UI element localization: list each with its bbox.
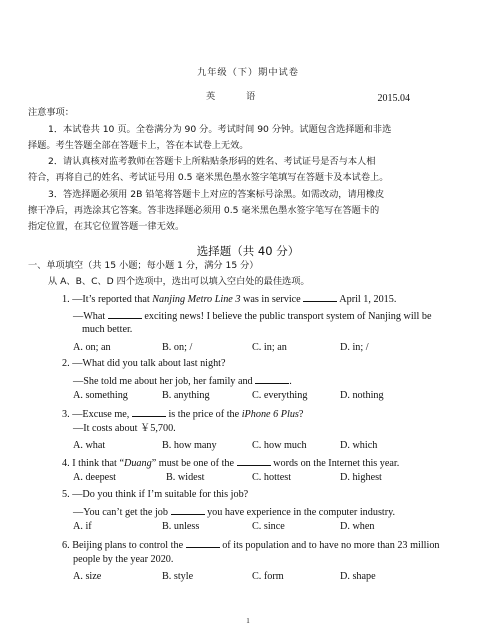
option-a: A. deepest <box>73 472 116 483</box>
option-b: B. anything <box>162 390 210 401</box>
notice-line: 2．请认真核对监考教师在答题卡上所粘贴条形码的姓名、考试证号是否与本人相 <box>48 156 376 167</box>
option-a: A. if <box>73 521 92 532</box>
part-instruction: 从 A、B、C、D 四个选项中，选出可以填入空白处的最佳选项。 <box>48 276 310 287</box>
option-d: D. highest <box>340 472 382 483</box>
option-a: A. what <box>73 440 106 451</box>
question-1-stem: 1. —It’s reported that Nanjing Metro Line 3 was in service April 1, 2015. <box>62 294 397 305</box>
question-4-stem: 4. I think that “Duang” must be one of the words on the Internet this year. <box>62 458 400 469</box>
option-b: B. style <box>162 571 194 582</box>
option-b: B. how many <box>162 440 217 451</box>
option-c: C. everything <box>252 390 308 401</box>
question-5-stem: 5. —Do you think if I’m suitable for this job? <box>62 489 249 500</box>
option-b: B. widest <box>166 472 205 483</box>
question-5-line-2: —You can’t get the job you have experience in the computer industry. <box>73 507 396 518</box>
exam-date: 2015.04 <box>377 93 410 104</box>
question-1-line-3: much better. <box>82 324 133 335</box>
exam-title: 九年级（下）期中试卷 <box>197 67 299 78</box>
question-1-line-2: —What exciting news! I believe the public transport system of Nanjing will be <box>73 311 432 322</box>
option-d: D. shape <box>340 571 376 582</box>
section-title: 选择题（共 40 分） <box>196 244 300 258</box>
option-d: D. nothing <box>340 390 384 401</box>
answer-blank <box>303 292 337 302</box>
option-a: A. size <box>73 571 102 582</box>
question-2-stem: 2. —What did you talk about last night? <box>62 358 226 369</box>
notice-line: 擦干净后，再选涂其它答案。答非选择题必须用 0.5 毫米黑色墨水签字笔写在答题卡的 <box>28 205 380 216</box>
notice-heading: 注意事项： <box>28 107 74 118</box>
question-3-line-2: —It costs about ￥5,700. <box>73 423 176 434</box>
notice-line: 3．答选择题必须用 2B 铅笔将答题卡上对应的答案标号涂黑。如需改动，请用橡皮 <box>48 189 385 200</box>
question-6-stem: 6. Beijing plans to control the of its population and to have no more than 23 million <box>62 540 440 551</box>
notice-line: 指定位置，在其它位置答题一律无效。 <box>28 221 185 232</box>
answer-blank <box>255 374 289 384</box>
notice-line: 符合，再将自己的姓名、考试证号用 0.5 毫米黑色墨水签字笔填写在答题卡及本试卷上。 <box>28 172 389 183</box>
page-number: 1 <box>246 617 250 625</box>
notice-line: 择题。考生答题全部在答题卡上，答在本试卷上无效。 <box>28 140 249 151</box>
option-b: B. on; / <box>162 342 193 353</box>
option-a: A. on; an <box>73 342 111 353</box>
question-2-line-2: —She told me about her job, her family and . <box>73 376 292 387</box>
notice-line: 1．本试卷共 10 页。全卷满分为 90 分。考试时间 90 分钟。试题包含选择题和非选 <box>48 124 392 135</box>
option-c: C. hottest <box>252 472 292 483</box>
question-6-line-2: people by the year 2020. <box>73 554 174 565</box>
option-d: D. which <box>340 440 378 451</box>
part-heading: 一、单项填空（共 15 小题；每小题 1 分，满分 15 分） <box>28 260 259 271</box>
answer-blank <box>186 538 220 548</box>
option-c: C. in; an <box>252 342 287 353</box>
exam-subject: 英 语 <box>206 91 270 102</box>
option-b: B. unless <box>162 521 200 532</box>
option-c: C. since <box>252 521 285 532</box>
answer-blank <box>132 407 166 417</box>
option-d: D. in; / <box>340 342 369 353</box>
option-c: C. form <box>252 571 284 582</box>
option-c: C. how much <box>252 440 307 451</box>
question-3-stem: 3. —Excuse me, is the price of the iPhone 6 Plus? <box>62 409 304 420</box>
answer-blank <box>171 505 205 515</box>
option-d: D. when <box>340 521 375 532</box>
answer-blank <box>237 456 271 466</box>
answer-blank <box>108 309 142 319</box>
option-a: A. something <box>73 390 128 401</box>
